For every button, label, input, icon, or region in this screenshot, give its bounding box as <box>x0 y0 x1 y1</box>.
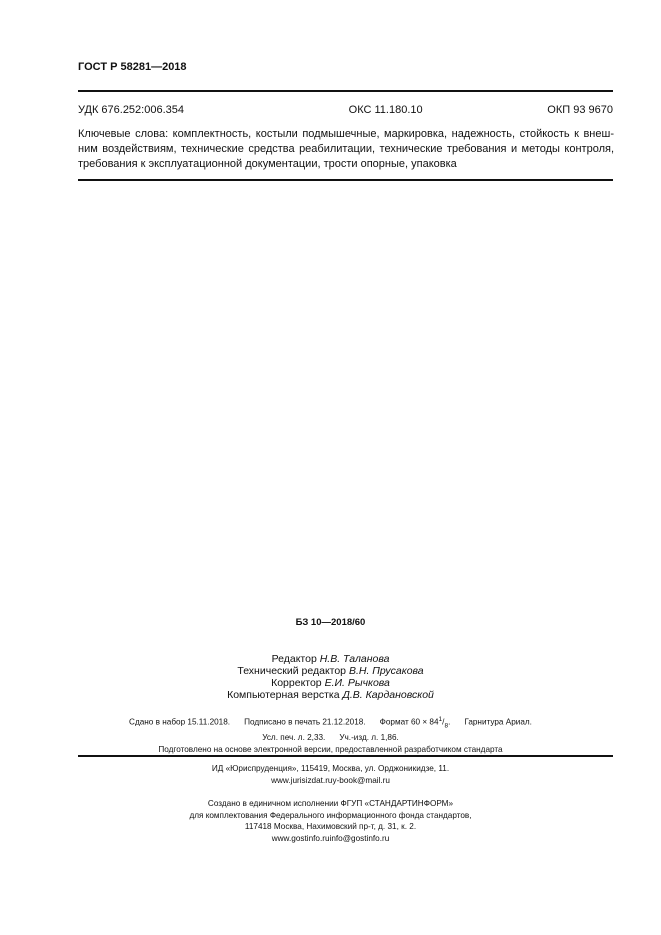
keywords: Ключевые слова: комплектность, костыли подмышечные, маркировка, надежность, стойкость к внешним воздействиям, технические средства реабилитации, технические требования и методы контроля, требования к эксплуатационной документации, трости опорные, упаковка <box>78 128 614 170</box>
publisher-site: www.jurisizdat.ru <box>271 776 333 785</box>
editor-line: Компьютерная верстка Д.В. Кардановской <box>227 689 434 701</box>
creator-email: info@gostinfo.ru <box>329 833 390 843</box>
udk-code: УДК 676.252:006.354 <box>78 104 184 116</box>
classification-codes <box>78 104 613 116</box>
publisher-email: y-book@mail.ru <box>332 776 390 785</box>
divider <box>78 90 613 92</box>
divider <box>78 755 613 757</box>
okp-code: ОКП 93 9670 <box>547 104 613 116</box>
document-title: ГОСТ Р 58281—2018 <box>78 61 187 73</box>
creator-info: Создано в единичном исполнении ФГУП «СТАНДАРТИНФОРМ» для комплектования Федерального информационного фонда стандартов, 117418 Москва, Нахимовский пр-т, д. 31, к. 2. www.gostinfo.ruinfo@gostinfo.ru <box>189 799 472 843</box>
imprint: Сдано в набор 15.11.2018. Подписано в печать 21.12.2018. Формат $60 \times 84^1/_8$. Гарнитура Ариал. Усл. печ. л. 2,33. Уч.-изд. л. 1,86. Подготовлено на основе электронной версии, предоставленной разработчиком стандарта <box>129 716 532 755</box>
editor-line: Корректор Е.И. Рычкова <box>271 677 390 689</box>
creator-site: www.gostinfo.ru <box>271 833 330 843</box>
oks-code: ОКС 11.180.10 <box>348 104 423 116</box>
editor-line: Редактор Н.В. Таланова <box>271 653 390 665</box>
divider <box>78 179 613 181</box>
editors <box>0 653 661 701</box>
editor-line: Технический редактор В.Н. Прусакова <box>237 665 424 677</box>
publisher-info: ИД «Юриспруденция», 115419, Москва, ул. Орджоникидзе, 11. www.jurisizdat.ruy-book@mail.ru <box>211 764 450 785</box>
bz-number: БЗ 10—2018/60 <box>295 617 366 628</box>
